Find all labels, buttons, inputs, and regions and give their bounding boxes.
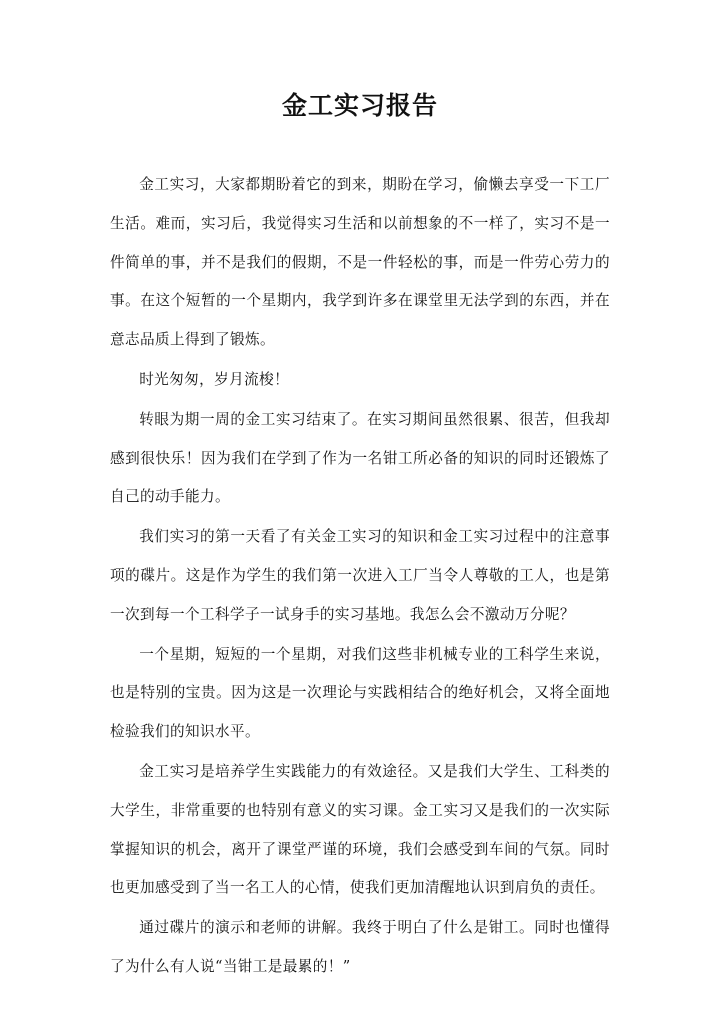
paragraph: 一个星期，短短的一个星期，对我们这些非机械专业的工科学生来说，也是特别的宝贵。因为这是一次理论与实践相结合的绝好机会，又将全面地检验我们的知识水平。 — [110, 645, 610, 741]
document-title: 金工实习报告 — [281, 91, 438, 120]
paragraph: 通过碟片的演示和老师的讲解。我终于明白了什么是钳工。同时也懂得了为什么有人说“当钳工是最累的！” — [110, 919, 610, 975]
paragraph: 金工实习，大家都期盼着它的到来，期盼在学习，偷懒去享受一下工厂生活。难而，实习后，我觉得实习生活和以前想象的不一样了，实习不是一件简单的事，并不是我们的假期，不是一件轻松的事，而是一件劳心劳力的事。在这个短暂的一个星期内，我学到许多在课堂里无法学到的东西，并在意志品质上得到了锻炼。 — [110, 176, 610, 349]
paragraph: 时光匆匆，岁月流梭！ — [139, 370, 290, 388]
document-body — [110, 166, 610, 988]
paragraph: 金工实习是培养学生实践能力的有效途径。又是我们大学生、工科类的大学生，非常重要的也特别有意义的实习课。金工实习又是我们的一次实际掌握知识的机会，离开了课堂严谨的环境，我们会感受到车间的气氛。同时也更加感受到了当一名工人的心情，使我们更加清醒地认识到肩负的责任。 — [110, 762, 610, 897]
paragraph: 我们实习的第一天看了有关金工实习的知识和金工实习过程中的注意事项的碟片。这是作为学生的我们第一次进入工厂当令人尊敬的工人，也是第一次到每一个工科学子一试身手的实习基地。我怎么会不激动万分呢？ — [110, 528, 610, 623]
paragraph: 转眼为期一周的金工实习结束了。在实习期间虽然很累、很苦，但我却感到很快乐！因为我们在学到了作为一名钳工所必备的知识的同时还锻炼了自己的动手能力。 — [110, 410, 610, 506]
